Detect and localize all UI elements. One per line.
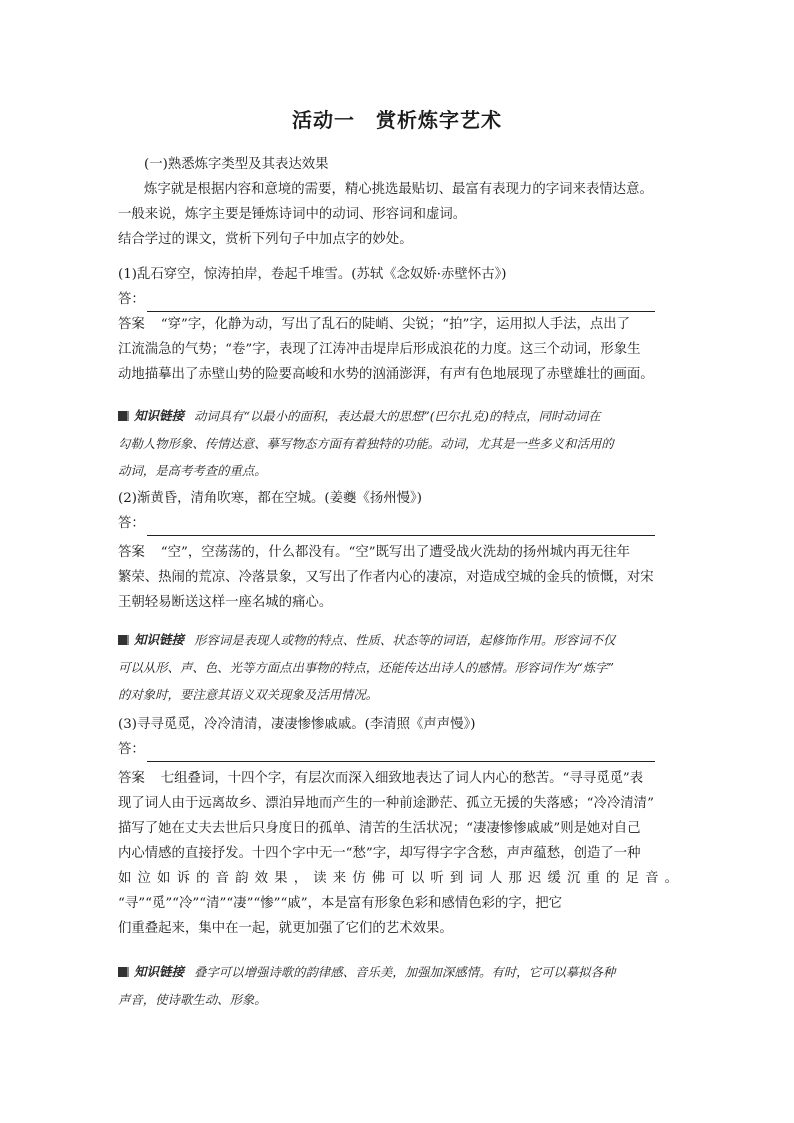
answer-underline	[147, 294, 655, 312]
answer-label: 答案	[118, 317, 145, 332]
answer-underline	[147, 744, 655, 762]
question-text: (1)乱石穿空，惊涛拍岸，卷起千堆雪。(苏轼《念奴娇·赤壁怀古》)	[118, 267, 507, 282]
question-2	[118, 486, 678, 615]
answer-prompt: 答：	[118, 742, 145, 757]
intro-section	[118, 152, 678, 252]
knowledge-icon	[118, 635, 129, 645]
knowledge-line: 动词具有“以最小的面积，表达最大的思想”(巴尔扎克)的特点，同时动词在	[194, 408, 601, 424]
answer-underline	[147, 518, 655, 536]
question-1	[118, 262, 678, 387]
answer-line: 现了词人由于远离故乡、漂泊异地而产生的一种前途渺茫、孤立无援的失落感；“冷冷清清”	[118, 796, 654, 811]
answer-line: 江流湍急的气势；“卷”字，表现了江涛冲击堤岸后形成浪花的力度。这三个动词，形象生	[118, 342, 641, 357]
answer-blank[interactable]	[118, 287, 678, 312]
question-text: (2)渐黄昏，清角吹寒，都在空城。(姜夔《扬州慢》)	[118, 491, 422, 506]
knowledge-link-1	[118, 402, 678, 484]
answer-blank[interactable]	[118, 511, 678, 536]
knowledge-label: 知识链接	[134, 408, 185, 423]
knowledge-label: 知识链接	[134, 964, 185, 979]
section-heading: (一)熟悉炼字类型及其表达效果	[144, 157, 329, 172]
knowledge-line: 声音，使诗歌生动、形象。	[118, 991, 267, 1007]
instruction: 结合学过的课文，赏析下列句子中加点字的妙处。	[118, 232, 413, 247]
page-title: 活动一 赏析炼字艺术	[292, 108, 502, 132]
knowledge-label: 知识链接	[134, 632, 185, 647]
knowledge-icon	[118, 411, 129, 421]
knowledge-line: 动词，是高考考查的重点。	[118, 462, 267, 478]
intro-paragraph-line: 一般来说，炼字主要是锤炼诗词中的动词、形容词和虚词。	[118, 207, 467, 222]
intro-paragraph-line: 炼字就是根据内容和意境的需要，精心挑选最贴切、最富有表现力的字词来表情达意。	[144, 182, 653, 197]
question-3	[118, 712, 678, 941]
answer-line: 如泣如诉的音韵效果，读来仿佛可以听到词人那迟缓沉重的足音。	[118, 871, 678, 886]
answer-line: 繁荣、热闹的荒凉、冷落景象，又写出了作者内心的凄凉，对造成空城的金兵的愤慨，对宋	[118, 570, 654, 585]
answer-line: 描写了她在丈夫去世后只身度日的孤单、清苦的生活状况；“凄凄惨惨戚戚”则是她对自己	[118, 821, 641, 836]
answer-blank[interactable]	[118, 737, 678, 762]
answer-line: 们重叠起来，集中在一起，就更加强了它们的艺术效果。	[118, 921, 453, 936]
question-text: (3)寻寻觅觅，冷冷清清，凄凄惨惨戚戚。(李清照《声声慢》)	[118, 717, 476, 732]
knowledge-icon	[118, 967, 129, 977]
answer-line: 七组叠词，十四个字，有层次而深入细致地表达了词人内心的愁苦。“寻寻觅觅”表	[160, 771, 644, 786]
knowledge-line: 形容词是表现人或物的特点、性质、状态等的词语，起修饰作用。形容词不仅	[194, 632, 616, 648]
knowledge-link-2	[118, 626, 678, 708]
knowledge-line: 勾勒人物形象、传情达意、摹写物态方面有着独特的功能。动词，尤其是一些多义和活用的	[118, 435, 614, 451]
answer-line: “寻”“觅”“冷”“清”“凄”“惨”“戚”，本是富有形象色彩和感情色彩的字，把它	[118, 896, 562, 911]
answer-prompt: 答：	[118, 516, 145, 531]
answer-line: 内心情感的直接抒发。十四个字中无一“愁”字，却写得字字含愁，声声蕴愁，创造了一种	[118, 846, 641, 861]
answer-label: 答案	[118, 545, 145, 560]
answer-line: “空”，空荡荡的，什么都没有。“空”既写出了遭受战火洗劫的扬州城内再无往年	[160, 545, 631, 560]
knowledge-line: 叠字可以增强诗歌的韵律感、音乐美，加强加深感情。有时，它可以摹拟各种	[194, 964, 616, 980]
answer-prompt: 答：	[118, 292, 145, 307]
knowledge-link-3	[118, 958, 678, 1013]
knowledge-line: 的对象时，要注意其语义双关现象及活用情况。	[118, 686, 379, 702]
answer-line: 王朝轻易断送这样一座名城的痛心。	[118, 595, 333, 610]
answer-line: “穿”字，化静为动，写出了乱石的陡峭、尖锐；“拍”字，运用拟人手法，点出了	[160, 317, 631, 332]
answer-label: 答案	[118, 771, 145, 786]
knowledge-line: 可以从形、声、色、光等方面点出事物的特点，还能传达出诗人的感情。形容词作为“炼字”	[118, 659, 614, 675]
answer-line: 动地描摹出了赤壁山势的险要高峻和水势的汹涌澎湃，有声有色地展现了赤壁雄壮的画面。	[118, 367, 654, 382]
